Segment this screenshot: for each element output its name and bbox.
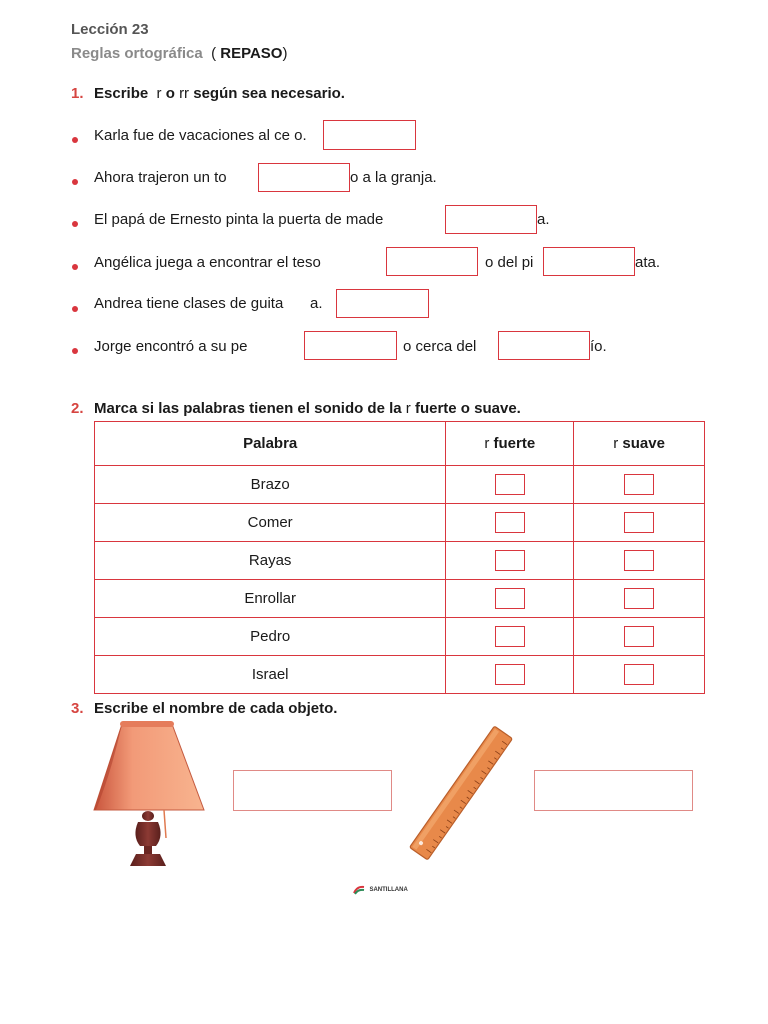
- item6-text-a: Jorge encontró a su pe: [94, 338, 248, 355]
- suave-checkbox[interactable]: [624, 474, 654, 495]
- section1-number: 1.: [71, 85, 84, 102]
- section1-instruction: [94, 85, 345, 102]
- header-suave: suave: [622, 435, 665, 452]
- item2-text-a: Ahora trajeron un to: [94, 169, 227, 186]
- item3-text-b: a.: [537, 211, 550, 228]
- fuerte-checkbox[interactable]: [495, 626, 525, 647]
- instr-part: Marca si las palabras tienen el sonido de la: [94, 400, 402, 417]
- word-cell: Comer: [95, 504, 446, 542]
- header-r: r: [484, 435, 490, 452]
- bullet: [72, 137, 78, 143]
- item6-text-b: o cerca del: [403, 338, 477, 355]
- word-cell: Israel: [95, 656, 446, 694]
- item6-text-c: ío.: [590, 338, 607, 355]
- lamp-image: [92, 720, 208, 868]
- section2-instruction: [94, 400, 521, 417]
- fuerte-checkbox[interactable]: [495, 474, 525, 495]
- table-row: [95, 656, 705, 694]
- item4-text-a: Angélica juega a encontrar el teso: [94, 254, 321, 271]
- header-fuerte: fuerte: [493, 435, 536, 452]
- section3-number: 3.: [71, 700, 84, 717]
- header-r-fuerte: [446, 422, 574, 466]
- suave-checkbox[interactable]: [624, 626, 654, 647]
- santillana-logo: [353, 881, 408, 899]
- fuerte-checkbox[interactable]: [495, 664, 525, 685]
- header-r-suave: [574, 422, 705, 466]
- word-cell: Enrollar: [95, 580, 446, 618]
- item2-answer-box[interactable]: [258, 163, 350, 192]
- suave-checkbox[interactable]: [624, 550, 654, 571]
- santillana-logo-text: SANTILLANA: [369, 886, 408, 893]
- item6-answer-box-1[interactable]: [304, 331, 397, 360]
- instr-part: Escribe: [94, 85, 149, 102]
- instr-rr: rr: [179, 85, 190, 102]
- table-row: [95, 618, 705, 656]
- item4-text-c: ata.: [635, 254, 661, 271]
- lamp-answer-box[interactable]: [233, 770, 392, 811]
- repaso-label: REPASO: [220, 45, 283, 62]
- word-cell: Rayas: [95, 542, 446, 580]
- fuerte-checkbox[interactable]: [495, 588, 525, 609]
- word-cell: Brazo: [95, 466, 446, 504]
- table-row: [95, 542, 705, 580]
- paren-close: ): [282, 45, 288, 62]
- santillana-logo-icon: [353, 885, 365, 895]
- fuerte-checkbox[interactable]: [495, 550, 525, 571]
- section2-number: 2.: [71, 400, 84, 417]
- table-row: [95, 504, 705, 542]
- lesson-title: Lección 23: [71, 21, 149, 38]
- sound-table: [94, 421, 705, 694]
- table-row: [95, 466, 705, 504]
- lesson-subtitle: [71, 45, 287, 62]
- item3-answer-box[interactable]: [445, 205, 537, 234]
- item1-text-a: Karla fue de vacaciones al ce o.: [94, 127, 307, 144]
- bullet: [72, 348, 78, 354]
- suave-checkbox[interactable]: [624, 512, 654, 533]
- bullet: [72, 264, 78, 270]
- item2-text-b: o a la granja.: [350, 169, 437, 186]
- word-cell: Pedro: [95, 618, 446, 656]
- item6-answer-box-2[interactable]: [498, 331, 590, 360]
- item5-text-a: Andrea tiene clases de guita: [94, 295, 284, 312]
- suave-checkbox[interactable]: [624, 588, 654, 609]
- ruler-answer-box[interactable]: [534, 770, 693, 811]
- fuerte-checkbox[interactable]: [495, 512, 525, 533]
- item4-answer-box-1[interactable]: [386, 247, 478, 276]
- paren-open: (: [211, 45, 217, 62]
- subtitle-text: Reglas ortográfica: [71, 45, 203, 62]
- bullet: [72, 221, 78, 227]
- bullet: [72, 306, 78, 312]
- instr-r: r: [156, 85, 162, 102]
- item1-answer-box[interactable]: [323, 120, 416, 150]
- section3-instruction: Escribe el nombre de cada objeto.: [94, 700, 338, 717]
- item4-answer-box-2[interactable]: [543, 247, 635, 276]
- header-palabra: Palabra: [95, 422, 446, 466]
- ruler-image: [406, 718, 516, 868]
- item4-text-b: o del pi: [485, 254, 534, 271]
- item5-text-b: a.: [310, 295, 323, 312]
- table-row: [95, 580, 705, 618]
- bullet: [72, 179, 78, 185]
- instr-r: r: [405, 400, 411, 417]
- instr-rest: fuerte o suave.: [414, 400, 521, 417]
- item5-answer-box[interactable]: [336, 289, 429, 318]
- header-r: r: [613, 435, 619, 452]
- instr-o: o: [165, 85, 175, 102]
- instr-rest: según sea necesario.: [193, 85, 345, 102]
- suave-checkbox[interactable]: [624, 664, 654, 685]
- table-header-row: [95, 422, 705, 466]
- item3-text-a: El papá de Ernesto pinta la puerta de made: [94, 211, 384, 228]
